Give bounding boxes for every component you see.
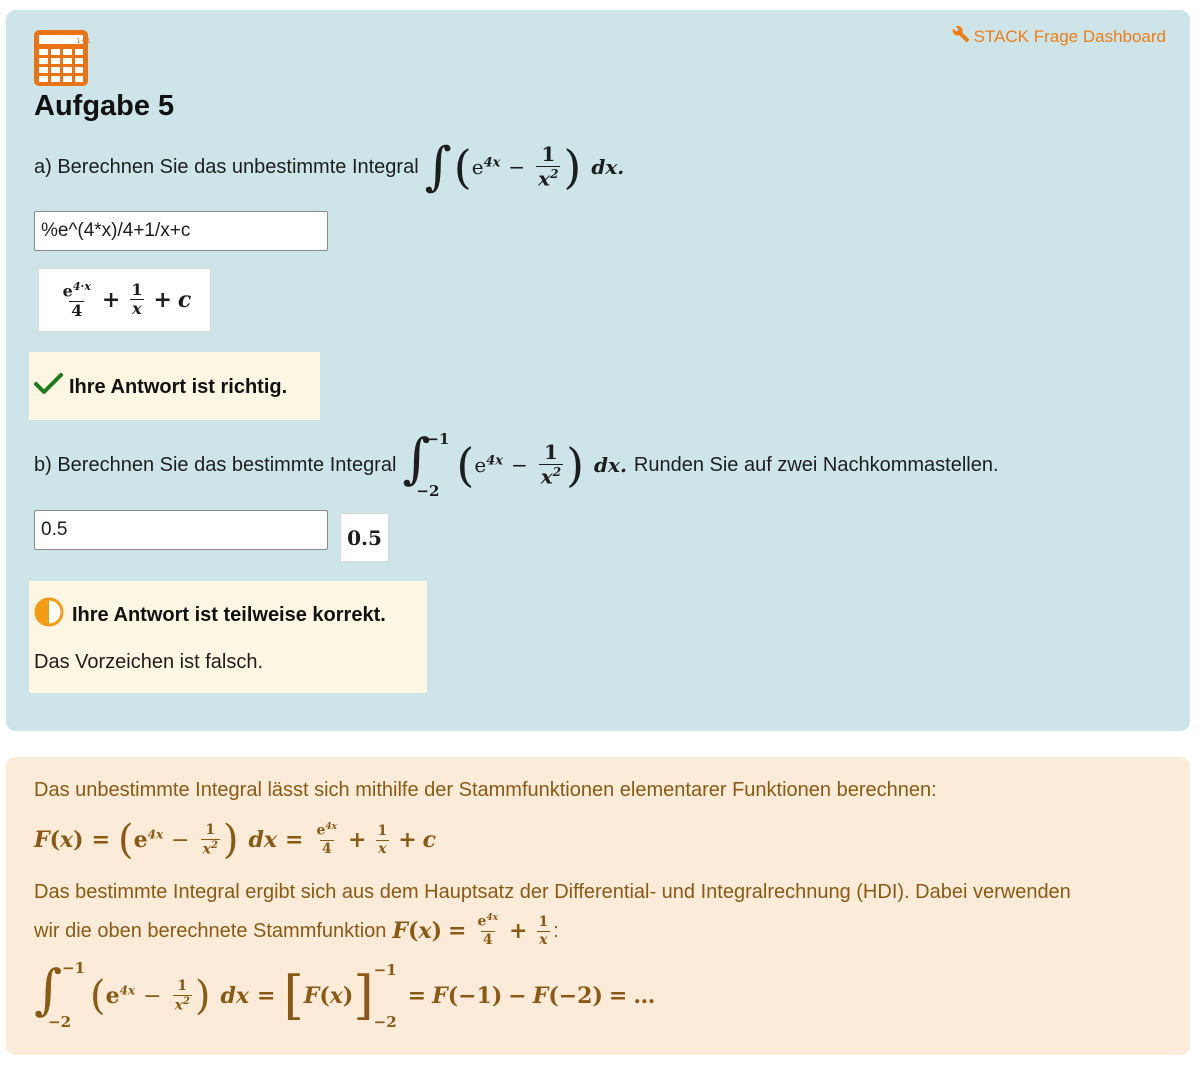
- part-b-preview-value: 0.5: [347, 525, 382, 550]
- solution-formula-2: ∫ −1 −2 ( $e^{4x}$ − $\frac{1}{x^2}$ ) dx = [ F ( x ) ] −1 −2 = F (−1) − F (−2) = …: [34, 958, 656, 1031]
- part-b-answer-preview: [340, 513, 389, 562]
- part-b-prompt-text: b) Berechnen Sie das bestimmte Integral: [34, 453, 397, 476]
- solution-formula-1: F ( x ) = ( $e^{4x}$ − $\frac{1}{x^2}$ ) dx = $\frac{e^{4x}}{4}$ + $\frac{1}{x}$ + c: [34, 817, 437, 863]
- wrench-icon: [952, 25, 970, 48]
- part-a-answer-preview: $\frac{e^{4\cdot x}}{4}$ + $\frac{1}{x}$ + c: [38, 268, 211, 332]
- stack-dashboard-link[interactable]: [952, 25, 1166, 48]
- solution-panel: [6, 757, 1190, 1055]
- part-a-feedback: [29, 352, 320, 420]
- part-b-feedback-text: Das Vorzeichen ist falsch.: [34, 651, 263, 673]
- part-a-formula: ∫ ( $e^{4x}$ − $\frac{1}{x^2}$ ) dx.: [424, 137, 625, 197]
- solution-line-2: Das bestimmte Integral ergibt sich aus dem Hauptsatz der Differential- und Integralrechnung (HDI). Dabei verwenden: [34, 881, 1071, 903]
- checkmark-icon: [34, 372, 63, 402]
- part-b-prompt: [34, 428, 999, 502]
- svg-text:1+1: 1+1: [76, 37, 91, 45]
- solution-line-3: wir die oben berechnete Stammfunktion F ( x ) = $\frac{e^{4x}}{4}$ + $\frac{1}{x}$ :: [34, 913, 559, 948]
- calculator-icon: [34, 30, 91, 91]
- page-title: Aufgabe 5: [34, 90, 175, 122]
- part-b-answer-input[interactable]: 0.5: [34, 510, 328, 550]
- part-b-feedback-title: Ihre Antwort ist teilweise korrekt.: [72, 603, 386, 626]
- solution-line-3-text: wir die oben berechnete Stammfunktion: [34, 919, 387, 942]
- solution-line-1: Das unbestimmte Integral lässt sich mithilfe der Stammfunktionen elementarer Funktionen berechnen:: [34, 779, 937, 801]
- part-a-prompt: [34, 134, 624, 200]
- part-a-feedback-title: Ihre Antwort ist richtig.: [69, 375, 288, 398]
- part-a-prompt-text: a) Berechnen Sie das unbestimmte Integral: [34, 155, 419, 178]
- part-b-prompt-suffix: Runden Sie auf zwei Nachkommastellen.: [633, 453, 999, 476]
- part-b-feedback: [29, 581, 427, 693]
- part-b-formula: ∫ −1 −2 ( $e^{4x}$ − $\frac{1}{x^2}$ ) dx.: [402, 427, 627, 500]
- dashboard-link-label: STACK Frage Dashboard: [973, 26, 1166, 46]
- half-circle-icon: [34, 597, 64, 633]
- part-a-answer-input[interactable]: %e^(4*x)/4+1/x+c: [34, 211, 328, 251]
